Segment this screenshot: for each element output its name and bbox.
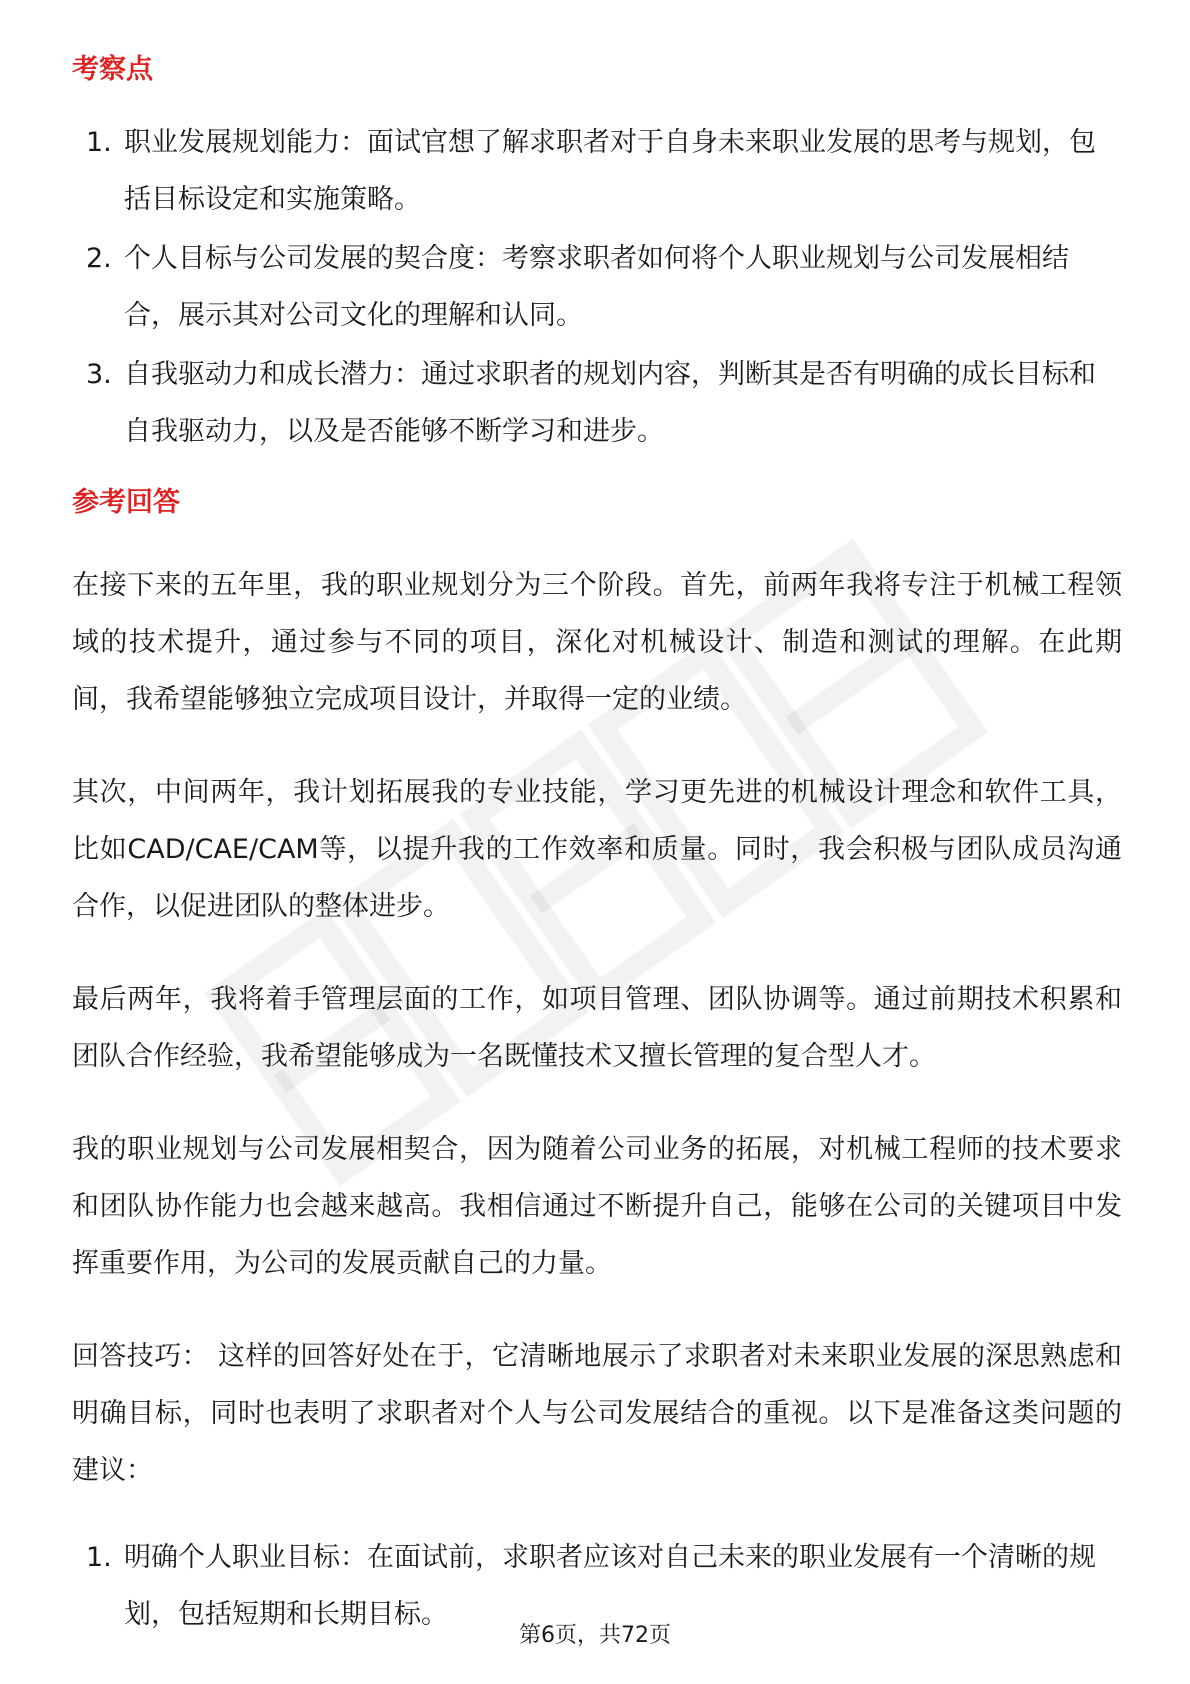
main-content	[72, 48, 1122, 1643]
answer-tips-paragraph: 回答技巧： 这样的回答好处在于，它清晰地展示了求职者对未来职业发展的深思熟虑和明确目标，同时也表明了求职者对个人与公司发展结合的重视。以下是准备这类问题的建议：	[72, 1341, 1122, 1486]
answer-paragraph: 我的职业规划与公司发展相契合，因为随着公司业务的拓展，对机械工程师的技术要求和团队协作能力也会越来越高。我相信通过不断提升自己，能够在公司的关键项目中发挥重要作用，为公司的发展贡献自己的力量。	[72, 1134, 1122, 1279]
list-item-text: 个人目标与公司发展的契合度：考察求职者如何将个人职业规划与公司发展相结合，展示其对公司文化的理解和认同。	[124, 243, 1069, 331]
answer-paragraph: 其次，中间两年，我计划拓展我的专业技能，学习更先进的机械设计理念和软件工具，比如CAD/CAE/CAM等，以提升我的工作效率和质量。同时，我会积极与团队成员沟通合作，以促进团队的整体进步。	[72, 777, 1122, 922]
list-number: 1.	[86, 127, 112, 158]
list-item	[72, 114, 1122, 228]
list-number: 2.	[86, 243, 112, 274]
section-title-reference-answer: 参考回答	[72, 487, 180, 518]
list-item	[72, 346, 1122, 460]
answer-paragraph: 在接下来的五年里，我的职业规划分为三个阶段。首先，前两年我将专注于机械工程领域的技术提升，通过参与不同的项目，深化对机械设计、制造和测试的理解。在此期间，我希望能够独立完成项目设计，并取得一定的业绩。	[72, 570, 1122, 715]
list-item-text: 明确个人职业目标：在面试前，求职者应该对自己未来的职业发展有一个清晰的规划，包括短期和长期目标。	[124, 1542, 1096, 1630]
page-number: 第6页，共72页	[519, 1623, 671, 1648]
list-item-text: 职业发展规划能力：面试官想了解求职者对于自身未来职业发展的思考与规划，包括目标设定和实施策略。	[124, 127, 1096, 215]
list-number: 3.	[86, 359, 112, 390]
list-item	[72, 230, 1122, 344]
answer-paragraph: 最后两年，我将着手管理层面的工作，如项目管理、团队协调等。通过前期技术积累和团队合作经验，我希望能够成为一名既懂技术又擅长管理的复合型人才。	[72, 984, 1122, 1072]
exam-points-list	[72, 114, 1122, 460]
list-number: 1.	[86, 1542, 112, 1573]
list-item-text: 自我驱动力和成长潜力：通过求职者的规划内容，判断其是否有明确的成长目标和自我驱动力，以及是否能够不断学习和进步。	[124, 359, 1096, 447]
section-title-exam-points: 考察点	[72, 54, 153, 85]
